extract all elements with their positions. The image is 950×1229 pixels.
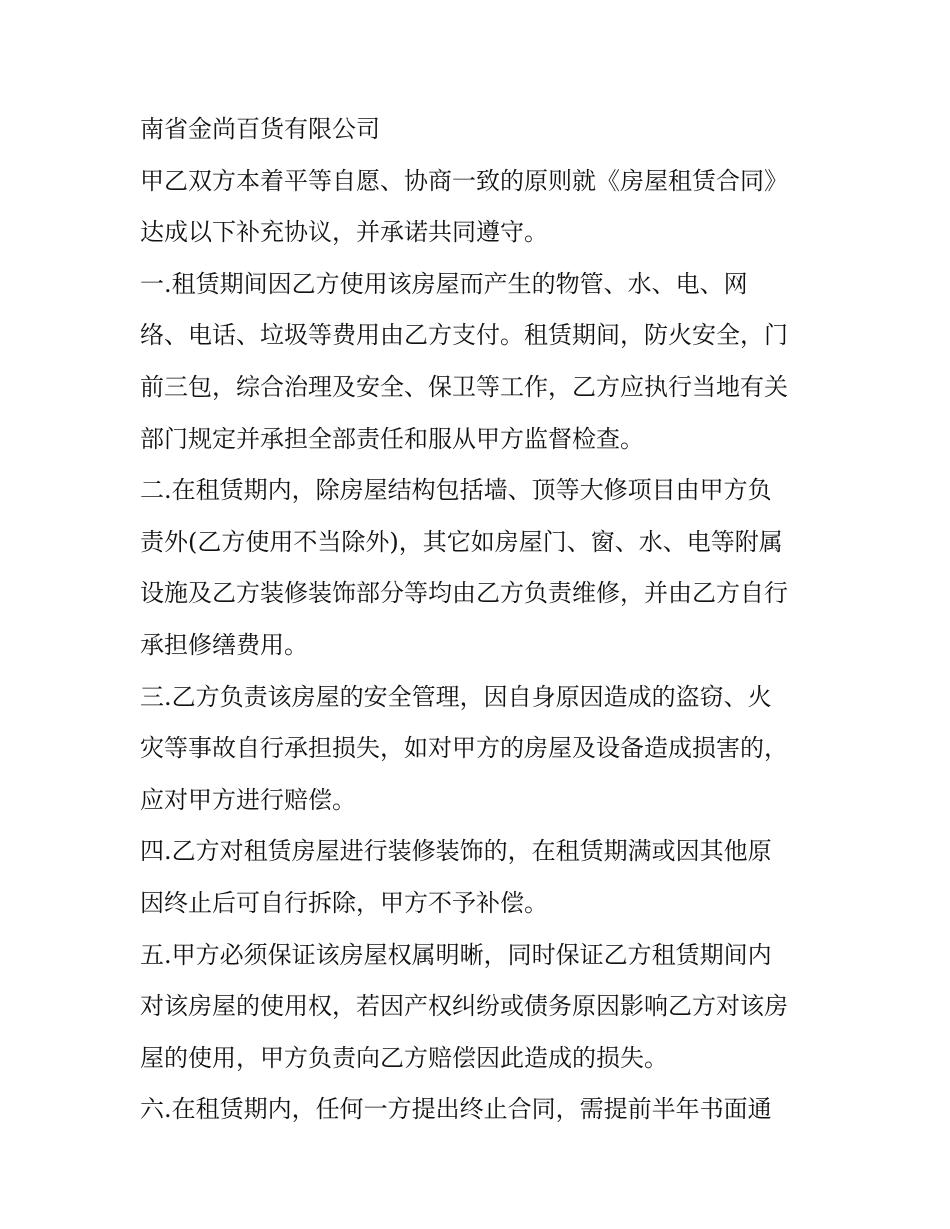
clause-2-line: 设施及乙方装修装饰部分等均由乙方负责维修，并由乙方自行 [140,579,788,608]
clause-5-line: 对该房屋的使用权，若因产权纠纷或债务原因影响乙方对该房 [140,992,788,1021]
clause-1-line: 络、电话、垃圾等费用由乙方支付。租赁期间，防火安全，门 [140,321,788,350]
clause-2-line: 二.在租赁期内，除房屋结构包括墙、顶等大修项目由甲方负 [140,476,772,505]
clause-4-line: 因终止后可自行拆除，甲方不予补偿。 [140,888,548,917]
clause-3-line: 灾等事故自行承担损失，如对甲方的房屋及设备造成损害的， [140,734,788,763]
clause-2-line: 责外(乙方使用不当除外)，其它如房屋门、窗、水、电等附属 [140,527,783,556]
clause-5-line: 屋的使用，甲方负责向乙方赔偿因此造成的损失。 [140,1043,668,1072]
clause-1-line: 部门规定并承担全部责任和服从甲方监督检查。 [140,424,644,453]
clause-3-line: 应对甲方进行赔偿。 [140,785,356,814]
text-line: 达成以下补充协议，并承诺共同遵守。 [140,218,548,247]
clause-4-line: 四.乙方对租赁房屋进行装修装饰的，在租赁期满或因其他原 [140,837,772,866]
clause-2-line: 承担修缮费用。 [140,630,308,659]
clause-1-line: 一.租赁期间因乙方使用该房屋而产生的物管、水、电、网 [140,269,748,298]
clause-3-line: 三.乙方负责该房屋的安全管理，因自身原因造成的盗窃、火 [140,682,772,711]
text-line: 甲乙双方本着平等自愿、协商一致的原则就《房屋租赁合同》 [140,166,788,195]
agreement-text [140,104,830,1136]
company-name-line: 南省金尚百货有限公司 [140,115,380,143]
clause-1-line: 前三包，综合治理及安全、保卫等工作，乙方应执行当地有关 [140,372,788,401]
clause-5-line: 五.甲方必须保证该房屋权属明晰，同时保证乙方租赁期间内 [140,940,772,969]
clause-6-line: 六.在租赁期内，任何一方提出终止合同，需提前半年书面通 [140,1095,772,1124]
